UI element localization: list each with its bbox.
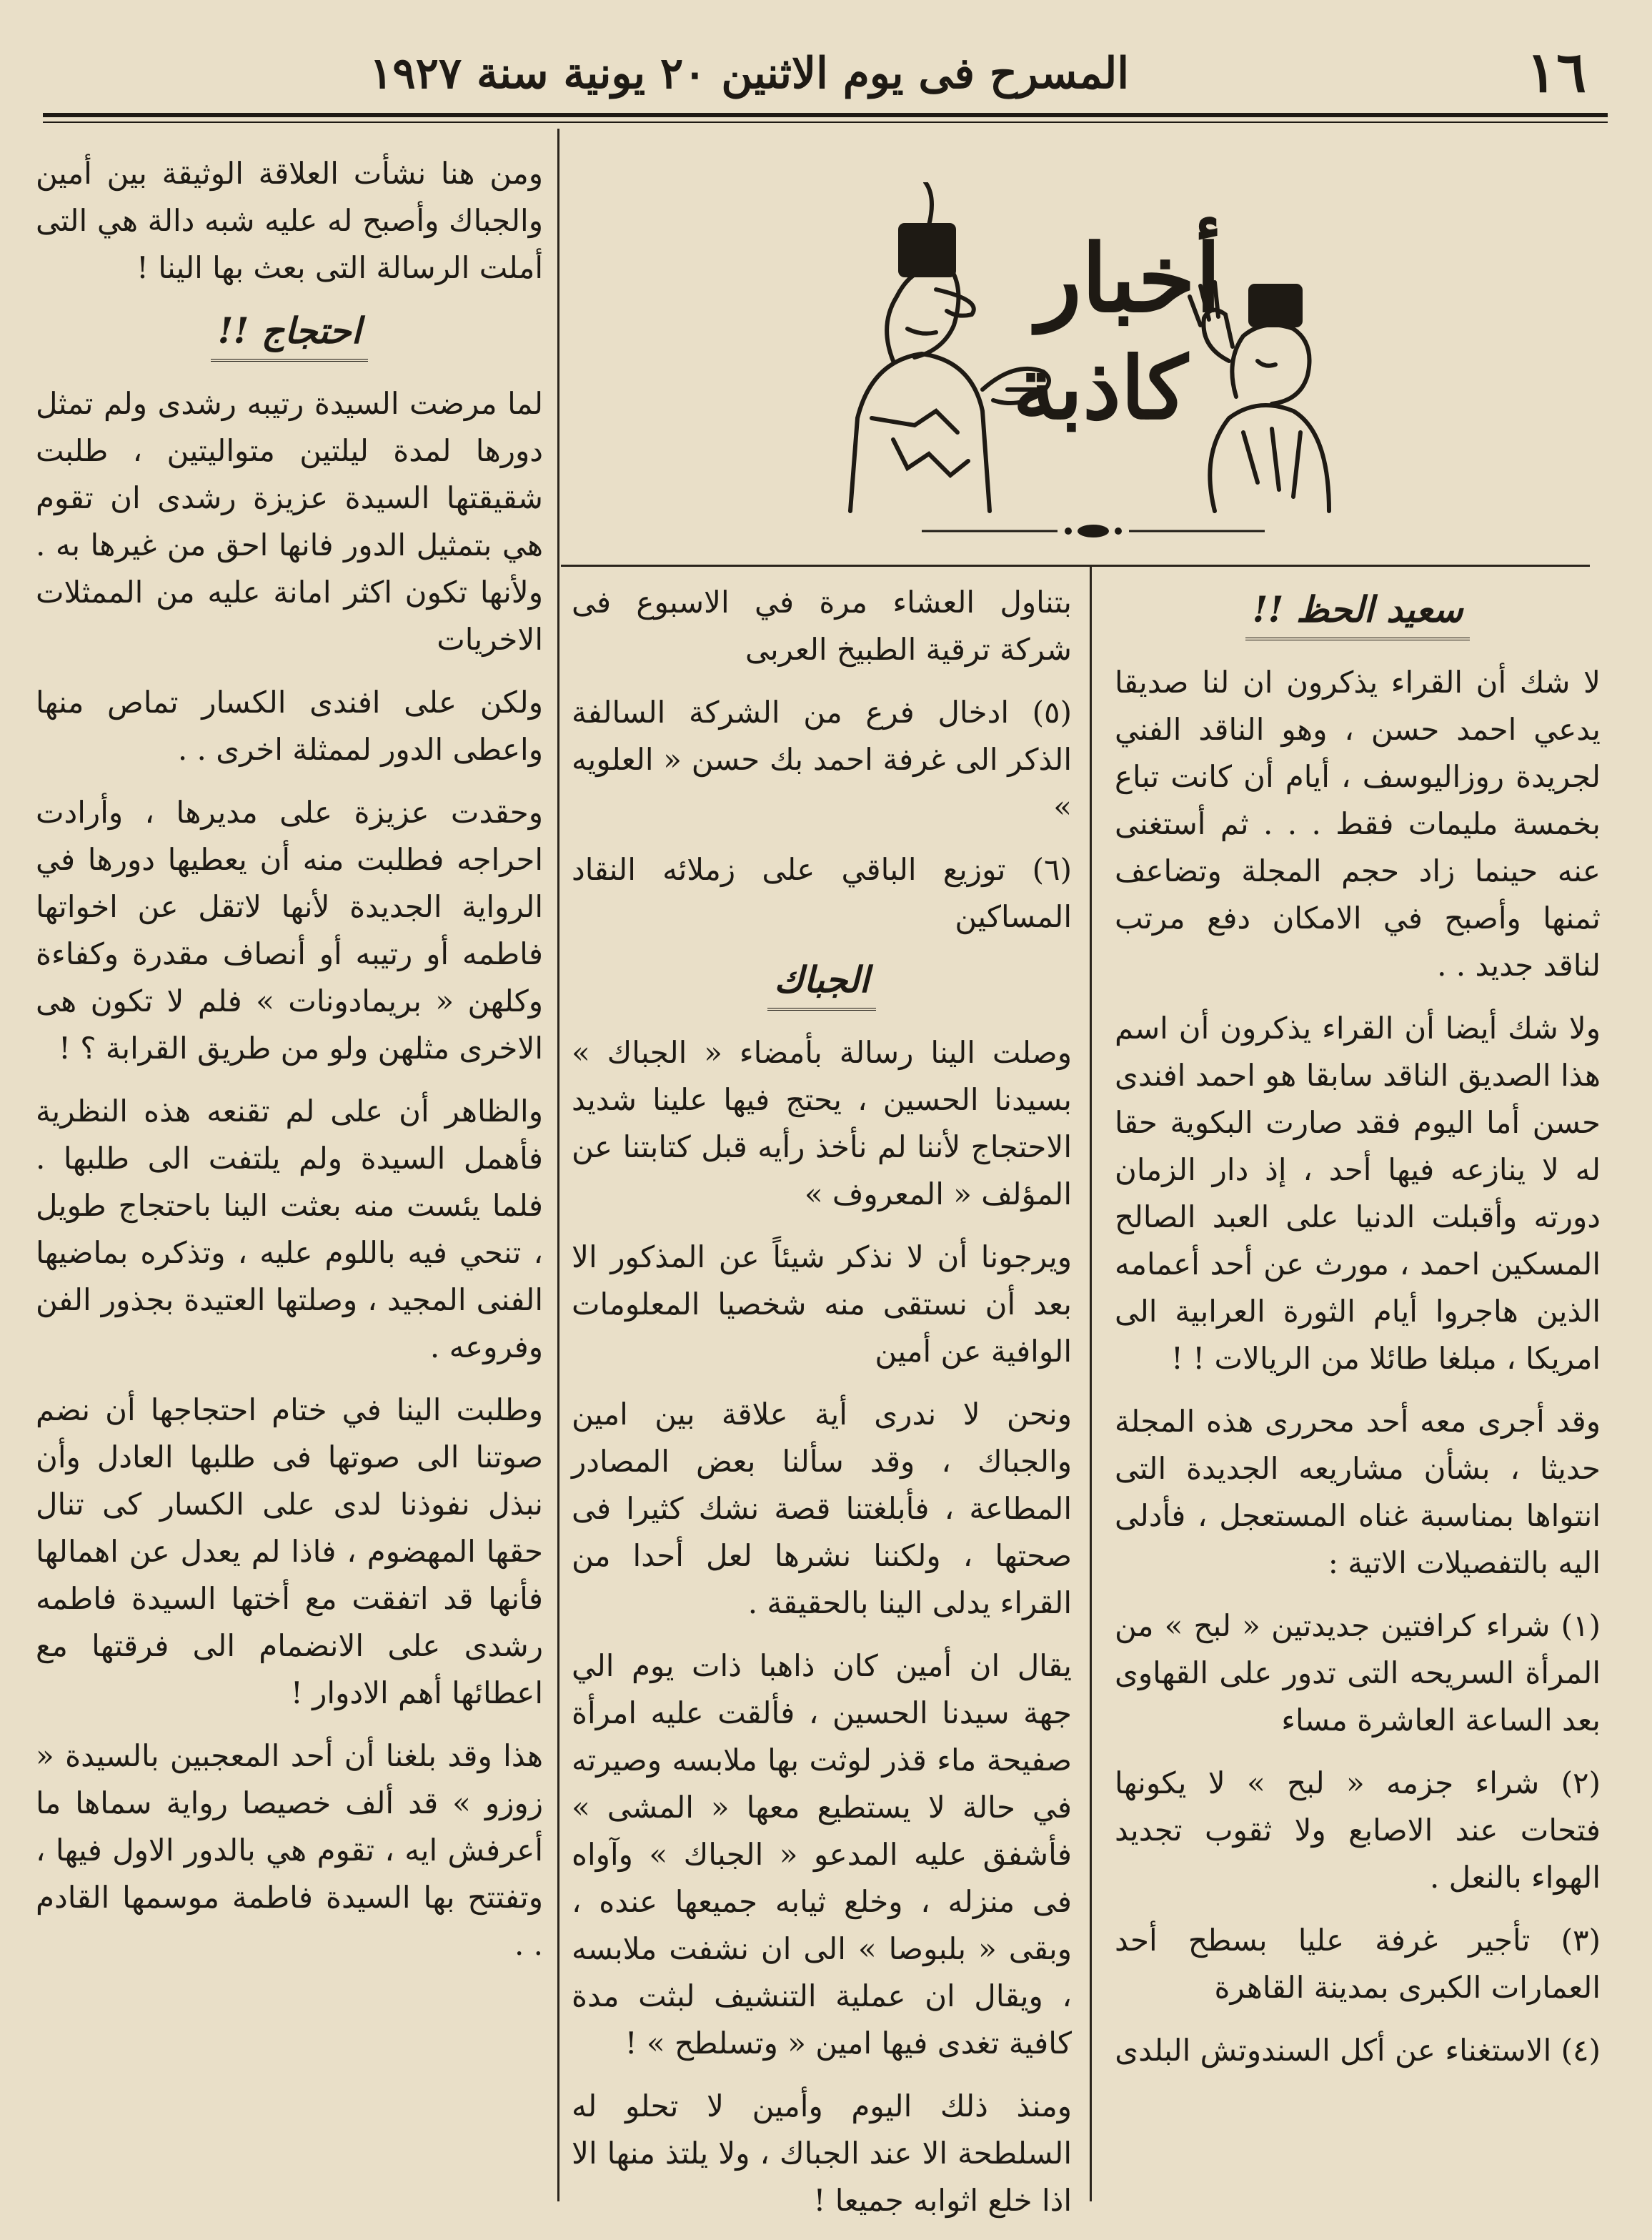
article-paragraph: وحقدت عزيزة على مديرها ، وأرادت احراجه فطلبت منه أن يعطيها دورها في الرواية الجديدة لأنها لاتقل عن اخواتها فاطمه أو رتيبه أو أنصاف مقدرة وكفاءة وكلهن « بريمادونات » فلم لا تكون هى الاخرى مثلهن ولو من طريق القرابة ؟ ! (36, 795, 543, 1066)
section-title-jabbak: الجباك (572, 956, 1072, 1011)
section-title-lucky: سعيد الحظ !! (1115, 586, 1601, 640)
list-item: (١) شراء كرافتين جديدتين « لبح » من المرأة السريحه التى تدور على القهاوى بعد الساعة العاشرة مساء (1115, 1608, 1601, 1738)
article-paragraph: والظاهر أن على لم تقنعه هذه النظرية فأهمل السيدة ولم يلتفت الى طلبها . فلما يئست منه بعثت الينا باحتجاج طويل ، تنحي فيه باللوم عليه ، وتذكره بماضيها الفنى المجيد ، وصلتها العتيدة بجذور الفن وفروعه . (36, 1094, 544, 1364)
issue-date-line: المسرح فى يوم الاثنين ٢٠ يونية سنة ١٩٢٧ (369, 49, 1129, 99)
article-paragraph: ومن هنا نشأت العلاقة الوثيقة بين أمين والجباك وأصبح له عليه شبه دالة هي التى أملت الرسالة التى بعث بها الينا ! (36, 156, 543, 285)
divider-ornament (922, 520, 1265, 542)
article-paragraph: ومنذ ذلك اليوم وأمين لا تحلو له السلطحة الا عند الجباك ، ولا يلتذ منها الا اذا خلع اثوابه جميعا ! (572, 2088, 1072, 2218)
article-paragraph: ولكن على افندى الكسار تماص منها واعطى الدور لممثلة اخرى . . (36, 685, 543, 767)
list-item: (٥) ادخال فرع من الشركة السالفة الذكر الى غرفة احمد بك حسن « العلويه » (572, 695, 1072, 824)
article-paragraph: هذا وقد بلغنا أن أحد المعجبين بالسيدة « زوزو » قد ألف خصيصا رواية سماها ما أعرفش ايه ، تقوم هي بالدور الاول فيها ، وتفتتح بها السيدة فاطمة موسمها القادم . . (36, 1738, 543, 1962)
article-paragraph: ونحن لا ندرى أية علاقة بين امين والجباك ، وقد سألنا بعض المصادر المطاعة ، فأبلغتنا قصة نشك كثيرا فى صحتها ، ولكننا نشرها لعل أحدا من القراء يدلى الينا بالحقيقة . (572, 1397, 1072, 1620)
right-column (1115, 579, 1601, 2090)
list-item: (٤) الاستغناء عن أكل السندوتش البلدى (1115, 2033, 1601, 2068)
article-paragraph: يقال ان أمين كان ذاهبا ذات يوم الي جهة سيدنا الحسين ، فألقت عليه امرأة صفيحة ماء قذر لوثت بها ملابسه وصيرته في حالة لا يستطيع معها « المشى » فأشفق عليه المدعو « الجباك » وآواه فى منزله ، وخلع ثيابه جميعها عنده ، وبقى « بلبوصا » الى ان نشفت ملابسه ، ويقال ان عملية التنشيف لبثت مدة كافية تغدى فيها امين « وتسلطح » ! (572, 1648, 1072, 2061)
page-header (43, 36, 1601, 114)
section-title-protest: احتجاج !! (36, 307, 543, 362)
masthead-bottom-rule (561, 565, 1590, 567)
masthead-title-word2: كاذبة (1012, 338, 1188, 439)
left-column (36, 150, 543, 1984)
cartoon-figures-drawing (829, 182, 1372, 518)
article-paragraph: بتناول العشاء مرة في الاسبوع فى شركة ترقية الطبيخ العربى (572, 585, 1072, 667)
column-divider-right (1090, 565, 1092, 2201)
article-paragraph: لا شك أن القراء يذكرون ان لنا صديقا يدعي احمد حسن ، وهو الناقد الفني لجريدة روزاليوسف ، أيام أن كانت تباع بخمسة مليمات فقط . . . ثم أستغنى عنه حينما زاد حجم المجلة وتضاعف ثمنها وأصبح في الامكان دفع مرتب لناقد جديد . . (1115, 665, 1601, 983)
column-divider-left (557, 129, 559, 2201)
page-number: ١٦ (1526, 40, 1586, 105)
middle-column (572, 579, 1072, 2240)
header-rule (43, 113, 1608, 117)
masthead-title-word1: أخبار (1036, 224, 1222, 333)
article-paragraph: لما مرضت السيدة رتيبه رشدى ولم تمثل دورها لمدة ليلتين متواليتين ، طلبت شقيقتها السيدة عزيزة رشدى ان تقوم هي بتمثيل الدور فانها احق من غيرها به . ولأنها تكون اكثر امانة عليه من الممثلات الاخريات (36, 386, 543, 657)
article-paragraph: وصلت الينا رسالة بأمضاء « الجباك » بسيدنا الحسين ، يحتج فيها علينا شديد الاحتجاج لأننا لم نأخذ رأيه قبل كتابتنا عن المؤلف « المعروف » (572, 1035, 1072, 1211)
article-paragraph: ولا شك أيضا أن القراء يذكرون أن اسم هذا الصديق الناقد سابقا هو احمد افندى حسن أما اليوم فقد صارت البكوية حقا له لا ينازعه فيها أحد ، إذ دار الزمان دورته وأقبلت الدنيا على العبد الصالح المسكين احمد ، مورث عن أحد أعمامه الذين هاجروا أيام الثورة العرابية الى امريكا ، مبلغا طائلا من الريالات ! ! (1115, 1011, 1601, 1376)
header-rule-thin (43, 122, 1608, 123)
list-item: (٦) توزيع الباقي على زملائه النقاد المساكين (572, 852, 1072, 934)
article-paragraph: وطلبت الينا في ختام احتجاجها أن نضم صوتنا الى صوتها فى طلبها العادل وأن نبذل نفوذنا لدى على الكسار كى تنال حقها المهضوم ، فاذا لم يعدل عن اهمالها فأنها قد اتفقت مع أختها السيدة فاطمه رشدى على الانضمام الى فرقتها مع اعطائها أهم الادوار ! (36, 1392, 543, 1710)
list-item: (٣) تأجير غرفة عليا بسطح أحد العمارات الكبرى بمدينة القاهرة (1115, 1923, 1601, 2005)
masthead-illustration (829, 182, 1372, 518)
article-paragraph: وقد أجرى معه أحد محررى هذه المجلة حديثا ، بشأن مشاريعه الجديدة التى انتواها بمناسبة غناه المستعجل ، فأدلى اليه بالتفصيلات الاتية : (1115, 1404, 1601, 1580)
list-item: (٢) شراء جزمه « لبح » لا يكونها فتحات عند الاصابع ولا ثقوب تجديد الهواء بالنعل . (1115, 1765, 1601, 1895)
article-paragraph: ويرجونا أن لا نذكر شيئاً عن المذكور الا بعد أن نستقى منه شخصيا المعلومات الوافية عن أمين (572, 1239, 1072, 1369)
